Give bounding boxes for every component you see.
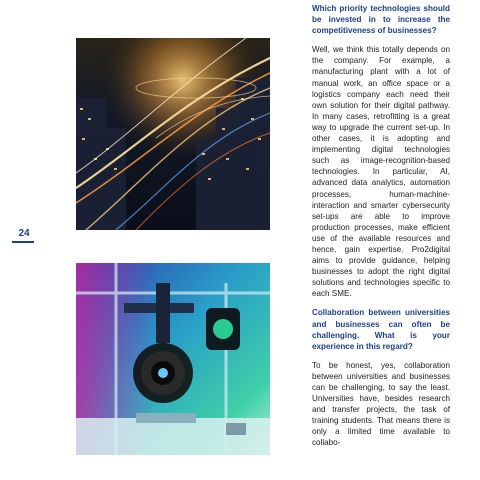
answer-2: To be honest, yes, collaboration between universities and businesses can be challenging, to say the least. Universities have, besides research and transfer projects, the task of training students. That means there is only a limited time available to collabo- [312, 360, 450, 448]
digital-city-image [76, 38, 270, 230]
page-number-underline [12, 241, 34, 243]
article-column [312, 0, 450, 480]
question-2: Collaboration between universities and businesses can often be challenging. What is your experience in this regard? [312, 308, 450, 351]
answer-1: Well, we think this totally depends on the company. For example, a manufacturing plant with a lot of manual work, an office space or a logistics company each need their own solution for their digital pathway. In many cases, retrofitting is a great way to upgrade the current set-up. In other cases, it is adopting and implementing digital technologies such as image-recognition-based technologies. In particular, AI, advanced data analytics, automation processes, human-machine-interaction and smarter cybersecurity set-ups are able to improve production processes, make efficient use of the available resources and hence, gain expertise. Pro2digital aims to provide guidance, helping businesses to adopt the right digital solutions and technologies specific to each SME. [312, 45, 450, 299]
robotic-lab-image [76, 263, 270, 455]
page-number: 24 [18, 228, 30, 239]
text-fade [300, 462, 470, 480]
question-1: Which priority technologies should be invested in to increase the competitiveness of businesses? [312, 4, 450, 36]
